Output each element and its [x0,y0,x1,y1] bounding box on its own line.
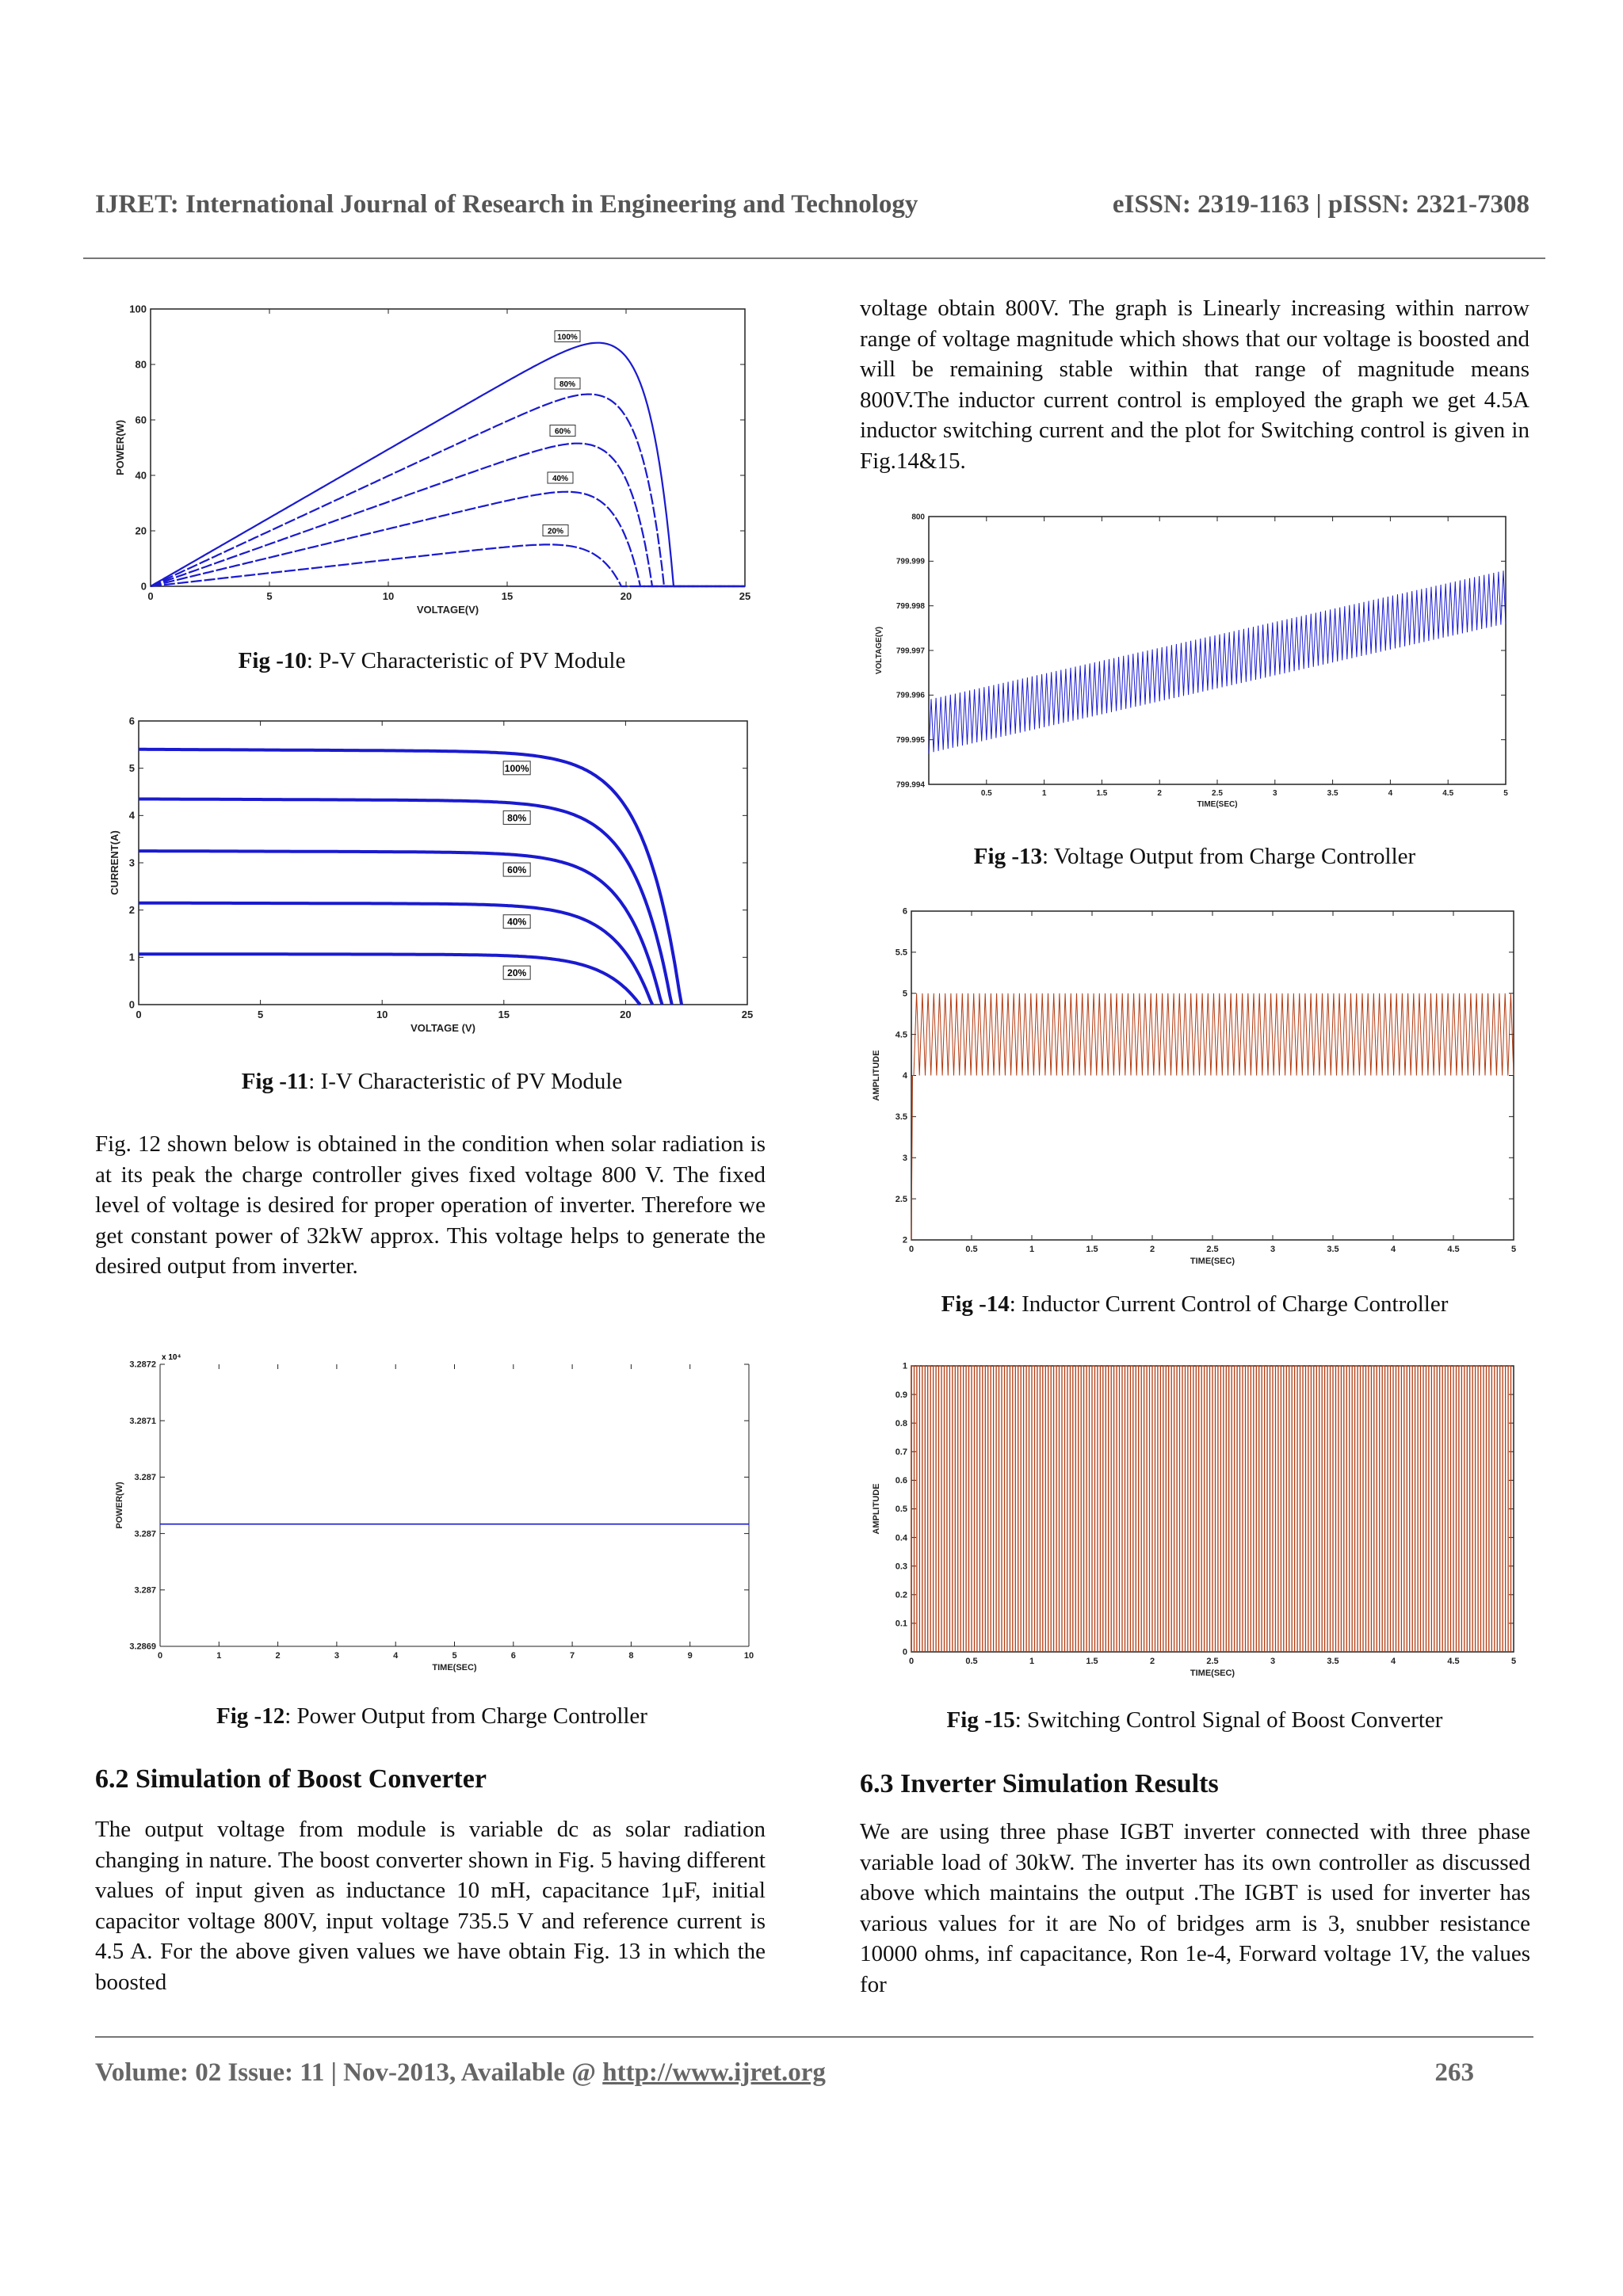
y-axis-label: CURRENT(A) [109,830,120,895]
left-paragraph-2: The output voltage from module is variable dc as solar radiation changing in nature. The boost converter shown in Fig. 5 having different values of input given as inductance 10 mH, capacitance 1μF, initial capacitor voltage 800V, input voltage 735.5 V and reference current is 4.5 A. For the above given values we have obtain Fig. 13 in which the boosted [95,1817,766,1995]
fig13-caption: Fig -13: Voltage Output from Charge Controller [973,844,1416,869]
running-header [95,190,1529,219]
fig14-chart [868,903,1526,1268]
fig15-caption: Fig -15: Switching Control Signal of Boost Converter [946,1707,1443,1733]
series-label: 20% [547,527,564,536]
x-tick-label: 3.5 [1327,1245,1339,1254]
y-tick-label: 799.996 [896,691,925,700]
x-tick-label: 4 [1388,789,1393,798]
x-tick-label: 4.5 [1442,789,1454,798]
y-tick-label: 0 [902,1647,907,1657]
plot-frame [160,1364,749,1646]
x-tick-label: 5 [1510,1245,1517,1254]
x-tick-label: 1 [1029,1657,1035,1666]
y-tick-label: 100 [129,303,147,315]
x-tick-label: 4 [393,1651,399,1661]
y-tick-label: 0.8 [895,1418,907,1428]
right-paragraph-1: voltage obtain 800V. The graph is Linearly increasing within narrow range of voltage magnitude which shows that our voltage is boosted and will be remaining stable within that range of magnitude means 800V.The inductor current control is employed the graph we get 4.5A inductor switching current and the plot for Switching control is given in Fig.14&15. [860,296,1529,474]
x-tick-label: 7 [570,1651,575,1661]
page-number: 263 [1434,2058,1474,2087]
fig13-chart [872,507,1514,816]
x-tick-label: 10 [382,590,395,602]
y-tick-label: 2.5 [895,1194,907,1204]
series-label: 100% [504,762,529,774]
y-tick-label: 1 [902,1361,907,1371]
series-label: 80% [507,812,527,824]
y-multiplier: x 10⁴ [162,1353,181,1362]
y-tick-label: 0.3 [895,1562,907,1572]
x-tick-label: 20 [620,590,632,602]
y-tick-label: 3 [902,1153,907,1163]
x-tick-label: 4.5 [1447,1657,1460,1666]
plot-frame [139,721,747,1005]
x-tick-label: 0.5 [965,1657,978,1666]
x-tick-label: 3.5 [1327,1657,1339,1666]
y-axis-label: POWER(W) [115,1482,124,1529]
y-tick-label: 1 [128,951,135,963]
x-tick-label: 1.5 [1086,1657,1098,1666]
y-tick-label: 3 [128,856,135,869]
plot-frame [911,911,1514,1240]
fig12-chart [111,1347,769,1680]
x-tick-label: 4 [1390,1657,1396,1666]
issn: eISSN: 2319-1163 | pISSN: 2321-7308 [1112,190,1529,219]
x-tick-label: 0.5 [965,1245,978,1254]
x-tick-label: 1 [216,1651,222,1661]
fig12-caption: Fig -12: Power Output from Charge Controller [216,1703,647,1729]
y-tick-label: 799.995 [896,736,925,745]
y-tick-label: 0.9 [895,1390,907,1400]
x-tick-label: 9 [687,1651,693,1661]
x-tick-label: 4.5 [1447,1245,1460,1254]
x-axis-label: TIME(SEC) [1190,1257,1235,1266]
series-label: 20% [507,967,527,979]
x-tick-label: 4 [1390,1245,1396,1254]
y-tick-label: 5 [902,989,907,999]
y-axis-label: AMPLITUDE [872,1483,881,1535]
y-tick-label: 3.2872 [129,1360,156,1370]
fig10-caption: Fig -10: P-V Characteristic of PV Module [238,648,626,673]
y-tick-label: 3.287 [134,1529,156,1539]
series-label: 60% [554,427,571,437]
x-tick-label: 1.5 [1086,1245,1098,1254]
x-tick-label: 1.5 [1096,789,1108,798]
x-tick-label: 3 [1270,1245,1276,1254]
x-tick-label: 10 [743,1651,754,1661]
x-tick-label: 2.5 [1206,1657,1219,1666]
x-tick-label: 2.5 [1206,1245,1219,1254]
y-tick-label: 0.6 [895,1476,907,1486]
journal-link[interactable]: http://www.ijret.org [602,2058,826,2087]
y-tick-label: 6 [128,715,135,727]
fig15-chart [868,1355,1526,1680]
fig11-chart [107,711,773,1044]
series-label: 100% [557,333,578,342]
x-axis-label: TIME(SEC) [1197,800,1238,809]
y-tick-label: 799.994 [896,780,925,790]
x-tick-label: 2 [275,1651,281,1661]
y-tick-label: 60 [135,414,147,426]
y-tick-label: 4.5 [895,1030,907,1040]
y-tick-label: 0.5 [895,1505,907,1515]
x-tick-label: 1 [1029,1245,1035,1254]
y-tick-label: 5 [128,762,135,774]
x-tick-label: 2.5 [1212,789,1223,798]
y-tick-label: 799.997 [896,646,925,656]
y-tick-label: 3.2871 [129,1416,156,1426]
x-tick-label: 3 [1273,789,1277,798]
y-tick-label: 799.998 [896,602,925,611]
x-tick-label: 2 [1157,789,1162,798]
x-tick-label: 3 [1270,1657,1276,1666]
x-tick-label: 0 [136,1009,142,1020]
x-tick-label: 3 [334,1651,339,1661]
y-tick-label: 0.2 [895,1590,907,1600]
y-tick-label: 0.1 [895,1619,907,1629]
y-tick-label: 5.5 [895,948,907,958]
right-paragraph-2: We are using three phase IGBT inverter connected with three phase variable load of 30kW. The inverter has its own controller as discussed above which maintains the output .The IGBT is used for inverter has various values for it are No of bridges arm is 3, snubber resistance 10000 ohms, inf capacitance, Ron 1e-4, Forward voltage 1V, the values for [860,1819,1530,1997]
y-axis-label: POWER(W) [114,419,126,476]
header-rule [83,257,1545,259]
x-tick-label: 1 [1041,789,1047,798]
y-tick-label: 3.287 [134,1585,156,1596]
x-tick-label: 10 [376,1009,388,1020]
y-tick-label: 20 [135,524,147,537]
fig10-chart [111,295,769,627]
series-label: 40% [507,916,527,928]
x-axis-label: VOLTAGE (V) [411,1022,475,1034]
x-tick-label: 5 [1510,1657,1517,1666]
y-tick-label: 0 [140,580,147,593]
y-tick-label: 6 [902,906,907,917]
x-tick-label: 2 [1149,1245,1155,1254]
y-tick-label: 799.999 [896,557,925,566]
y-tick-label: 0.7 [895,1447,907,1457]
y-tick-label: 3.2869 [129,1642,156,1652]
x-tick-label: 0 [147,590,154,602]
left-paragraph-1: Fig. 12 shown below is obtained in the condition when solar radiation is at its peak the charge controller gives fixed voltage 800 V. The fixed level of voltage is desired for proper operation of inverter. Therefore we get constant power of 32kW approx. This voltage helps to generate the desired output from inverter. [95,1131,766,1279]
y-axis-label: VOLTAGE(V) [875,626,884,675]
footer [95,2058,1474,2088]
fig14-caption: Fig -14: Inductor Current Control of Charge Controller [941,1291,1449,1317]
plot-frame [929,517,1506,784]
y-tick-label: 4 [128,809,135,822]
x-tick-label: 5 [452,1651,457,1661]
journal-title: IJRET: International Journal of Research in Engineering and Technology [95,190,918,219]
y-tick-label: 0 [128,998,135,1011]
x-tick-label: 0.5 [980,789,992,798]
footer-rule [95,2036,1533,2038]
x-axis-label: TIME(SEC) [432,1663,477,1672]
y-tick-label: 800 [911,513,925,522]
x-axis-label: VOLTAGE(V) [416,604,479,616]
x-tick-label: 5 [257,1009,264,1020]
x-tick-label: 15 [501,590,514,602]
y-tick-label: 3.287 [134,1473,156,1483]
fig11-caption: Fig -11: I-V Characteristic of PV Module [241,1069,623,1094]
x-tick-label: 8 [628,1651,634,1661]
series-label: 60% [507,864,527,876]
section-heading-6-2: 6.2 Simulation of Boost Converter [95,1764,487,1794]
x-tick-label: 15 [498,1009,510,1020]
x-tick-label: 5 [1503,789,1508,798]
footer-volume: Volume: 02 Issue: 11 | Nov-2013, Available @ [95,2058,603,2087]
series-label: 40% [552,475,569,483]
y-tick-label: 40 [135,469,147,482]
x-axis-label: TIME(SEC) [1190,1669,1235,1678]
section-heading-6-3: 6.3 Inverter Simulation Results [860,1769,1219,1798]
x-tick-label: 0 [157,1651,163,1661]
y-tick-label: 80 [135,358,147,371]
y-tick-label: 4 [902,1071,907,1081]
x-tick-label: 25 [741,1009,754,1020]
x-tick-label: 3.5 [1327,789,1338,798]
x-tick-label: 6 [510,1651,516,1661]
x-tick-label: 25 [739,590,751,602]
x-tick-label: 5 [266,590,273,602]
y-tick-label: 0.4 [895,1533,907,1543]
x-tick-label: 0 [908,1657,915,1666]
y-tick-label: 2 [902,1235,907,1245]
x-tick-label: 2 [1149,1657,1155,1666]
series-label: 80% [559,380,576,389]
x-tick-label: 20 [620,1009,632,1020]
y-tick-label: 3.5 [895,1112,907,1123]
y-axis-label: AMPLITUDE [872,1050,881,1101]
y-tick-label: 2 [128,904,135,916]
x-tick-label: 0 [908,1245,915,1254]
